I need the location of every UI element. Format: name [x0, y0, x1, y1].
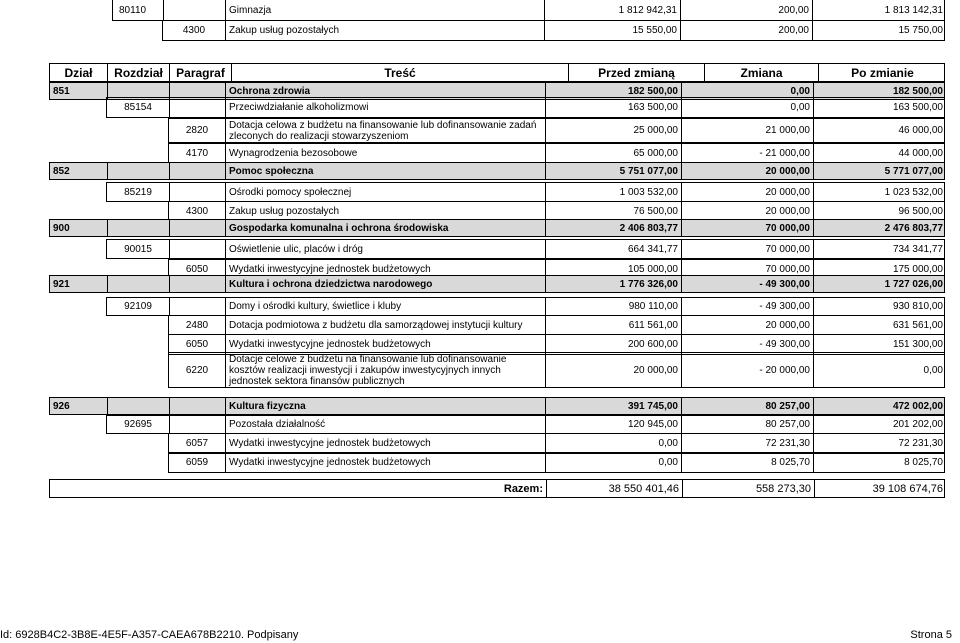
paragraf-cell: 4170 — [185, 148, 209, 159]
change-cell: 70 000,00 — [681, 240, 813, 258]
dzial-cell: 900 — [53, 222, 70, 234]
after-cell: 72 231,30 — [813, 434, 946, 453]
total-row — [49, 479, 945, 498]
header-rozdzial: Rozdział — [107, 64, 169, 81]
rozdzial-cell — [107, 163, 169, 179]
before-cell: 1 812 942,31 — [544, 0, 680, 20]
paragraf-row — [168, 352, 945, 388]
tresc-cell: Ochrona zdrowia — [225, 83, 545, 99]
after-cell: 46 000,00 — [813, 119, 946, 142]
paragraf-cell — [169, 98, 225, 117]
paragraf-cell: 6057 — [185, 438, 209, 449]
dzial-cell: 926 — [53, 400, 70, 412]
after-cell: 2 476 803,77 — [813, 220, 946, 236]
change-cell: 70 000,00 — [681, 260, 813, 278]
total-change: 558 273,30 — [682, 480, 814, 497]
after-cell: 5 771 077,00 — [813, 163, 946, 179]
tresc-cell: Pomoc społeczna — [225, 163, 545, 179]
before-cell: 664 341,77 — [545, 240, 681, 258]
before-cell: 980 110,00 — [545, 298, 681, 315]
dzial-cell: 921 — [53, 278, 70, 290]
change-cell: 200,00 — [680, 21, 812, 40]
before-cell: 391 745,00 — [545, 398, 681, 414]
tresc-cell: Dotacja celowa z budżetu na finansowanie lub dofinansowanie zadań zleconych do realizacji stowarzyszeniom — [225, 119, 545, 142]
before-cell: 5 751 077,00 — [545, 163, 681, 179]
change-cell: - 20 000,00 — [681, 353, 813, 387]
after-cell: 1 023 532,00 — [813, 183, 946, 201]
before-cell: 182 500,00 — [545, 83, 681, 99]
before-cell: 120 945,00 — [545, 416, 681, 433]
after-cell: 472 002,00 — [813, 398, 946, 414]
table-header — [49, 63, 945, 82]
tresc-cell: Oświetlenie ulic, placów i dróg — [225, 240, 545, 258]
header-po: Po zmianie — [818, 64, 946, 81]
tresc-cell: Pozostała działalność — [225, 416, 545, 433]
change-cell: 20 000,00 — [681, 183, 813, 201]
rozdzial-cell: 80110 — [119, 4, 147, 16]
paragraf-row — [168, 201, 945, 221]
rozdzial-row — [106, 415, 945, 434]
tresc-cell: Wydatki inwestycyjne jednostek budżetowych — [225, 453, 545, 472]
after-cell: 151 300,00 — [813, 335, 946, 354]
after-cell: 96 500,00 — [813, 202, 946, 220]
rozdzial-row — [106, 97, 945, 118]
rozdzial-cell: 85219 — [124, 186, 152, 198]
after-cell: 631 561,00 — [813, 316, 946, 334]
dzial-row — [49, 397, 945, 415]
header-przed: Przed zmianą — [568, 64, 704, 81]
header-dzial: Dział — [64, 65, 93, 80]
paragraf-cell — [169, 240, 225, 258]
paragraf-cell: 6050 — [185, 339, 209, 350]
total-after: 39 108 674,76 — [814, 480, 946, 497]
tresc-cell: Przeciwdziałanie alkoholizmowi — [225, 98, 545, 117]
after-cell: 734 341,77 — [813, 240, 946, 258]
tresc-cell: Kultura fizyczna — [225, 398, 545, 414]
after-cell: 0,00 — [813, 353, 946, 387]
paragraf-row — [168, 452, 945, 473]
change-cell: 20 000,00 — [681, 316, 813, 334]
before-cell: 76 500,00 — [545, 202, 681, 220]
rozdzial-row — [106, 239, 945, 259]
before-cell: 200 600,00 — [545, 335, 681, 354]
rozdzial-cell: 92695 — [124, 419, 152, 430]
dzial-row — [49, 219, 945, 237]
table-row — [112, 0, 945, 21]
rozdzial-cell — [107, 398, 169, 414]
before-cell: 15 550,00 — [544, 21, 680, 40]
change-cell: 21 000,00 — [681, 119, 813, 142]
after-cell: 175 000,00 — [813, 260, 946, 278]
before-cell: 2 406 803,77 — [545, 220, 681, 236]
before-cell: 0,00 — [545, 453, 681, 472]
paragraf-cell — [169, 276, 225, 292]
tresc-cell: Ośrodki pomocy społecznej — [225, 183, 545, 201]
total-before: 38 550 401,46 — [546, 480, 682, 497]
tresc-cell: Gospodarka komunalna i ochrona środowiska — [225, 220, 545, 236]
change-cell: 80 257,00 — [681, 416, 813, 433]
paragraf-row — [168, 118, 945, 143]
before-cell: 20 000,00 — [545, 353, 681, 387]
rozdzial-row — [106, 182, 945, 202]
rozdzial-cell — [107, 276, 169, 292]
change-cell: 20 000,00 — [681, 163, 813, 179]
tresc-cell: Kultura i ochrona dziedzictwa narodowego — [225, 276, 545, 292]
paragraf-cell — [169, 183, 225, 201]
tresc-cell: Zakup usług pozostałych — [225, 202, 545, 220]
rozdzial-cell: 90015 — [124, 243, 152, 255]
header-paragraf: Paragraf — [169, 64, 231, 81]
rozdzial-row — [106, 297, 945, 316]
after-cell: 8 025,70 — [813, 453, 946, 472]
tresc-cell: Wydatki inwestycyjne jednostek budżetowych — [225, 335, 545, 354]
header-zmiana: Zmiana — [704, 64, 818, 81]
dzial-cell: 851 — [53, 85, 70, 97]
paragraf-cell — [169, 163, 225, 179]
after-cell: 163 500,00 — [813, 98, 946, 117]
before-cell: 0,00 — [545, 434, 681, 453]
before-cell: 1 776 326,00 — [545, 276, 681, 292]
after-cell: 44 000,00 — [813, 144, 946, 163]
change-cell: 200,00 — [680, 0, 812, 20]
paragraf-cell: 4300 — [182, 25, 206, 36]
tresc-cell: Domy i ośrodki kultury, świetlice i kluby — [225, 298, 545, 315]
before-cell: 163 500,00 — [545, 98, 681, 117]
tresc-cell: Wydatki inwestycyjne jednostek budżetowych — [225, 260, 545, 278]
dzial-row — [49, 162, 945, 180]
paragraf-cell — [169, 398, 225, 414]
paragraf-row — [168, 315, 945, 335]
change-cell: 80 257,00 — [681, 398, 813, 414]
tresc-cell: Wydatki inwestycyjne jednostek budżetowych — [225, 434, 545, 453]
paragraf-cell — [169, 416, 225, 433]
change-cell: - 21 000,00 — [681, 144, 813, 163]
footer-id: Id: 6928B4C2-3B8E-4E5F-A357-CAEA678B2210. Podpisany — [0, 629, 299, 641]
paragraf-cell — [169, 220, 225, 236]
paragraf-row — [168, 433, 945, 454]
change-cell: 70 000,00 — [681, 220, 813, 236]
after-cell: 1 813 142,31 — [812, 0, 946, 20]
change-cell: - 49 300,00 — [681, 276, 813, 292]
before-cell: 1 003 532,00 — [545, 183, 681, 201]
tresc-cell: Wynagrodzenia bezosobowe — [225, 144, 545, 163]
dzial-cell: 852 — [53, 165, 70, 177]
change-cell: - 49 300,00 — [681, 298, 813, 315]
paragraf-row — [168, 143, 945, 164]
change-cell: 0,00 — [681, 98, 813, 117]
paragraf-cell: 4300 — [185, 205, 209, 217]
after-cell: 930 810,00 — [813, 298, 946, 315]
tresc-cell: Dotacja podmiotowa z budżetu dla samorządowej instytucji kultury — [225, 316, 545, 334]
rozdzial-cell: 85154 — [124, 102, 152, 113]
paragraf-cell — [169, 298, 225, 315]
before-cell: 105 000,00 — [545, 260, 681, 278]
before-cell: 611 561,00 — [545, 316, 681, 334]
paragraf-cell: 6059 — [185, 457, 209, 468]
tresc-cell: Dotacje celowe z budżetu na finansowanie lub dofinansowanie kosztów realizacji inwestycji i zakupów inwestycyjnych innych jednostek sektora finansów publicznych — [225, 353, 545, 387]
change-cell: 0,00 — [681, 83, 813, 99]
paragraf-cell — [163, 0, 225, 20]
after-cell: 201 202,00 — [813, 416, 946, 433]
rozdzial-cell — [107, 220, 169, 236]
before-cell: 65 000,00 — [545, 144, 681, 163]
total-label: Razem: — [503, 482, 543, 495]
footer-page: Strona 5 — [910, 629, 952, 641]
after-cell: 15 750,00 — [812, 21, 946, 40]
paragraf-cell: 2480 — [185, 319, 209, 331]
header-tresc: Treść — [231, 64, 568, 81]
change-cell: 20 000,00 — [681, 202, 813, 220]
after-cell: 1 727 026,00 — [813, 276, 946, 292]
change-cell: - 49 300,00 — [681, 335, 813, 354]
tresc-cell: Gimnazja — [225, 0, 544, 20]
after-cell: 182 500,00 — [813, 83, 946, 99]
rozdzial-cell: 92109 — [124, 301, 152, 312]
dzial-row — [49, 275, 945, 293]
paragraf-cell: 2820 — [185, 125, 209, 136]
before-cell: 25 000,00 — [545, 119, 681, 142]
change-cell: 8 025,70 — [681, 453, 813, 472]
table-row — [162, 21, 945, 41]
paragraf-cell: 6050 — [185, 263, 209, 275]
paragraf-cell: 6220 — [185, 364, 209, 376]
tresc-cell: Zakup usług pozostałych — [225, 21, 544, 40]
change-cell: 72 231,30 — [681, 434, 813, 453]
